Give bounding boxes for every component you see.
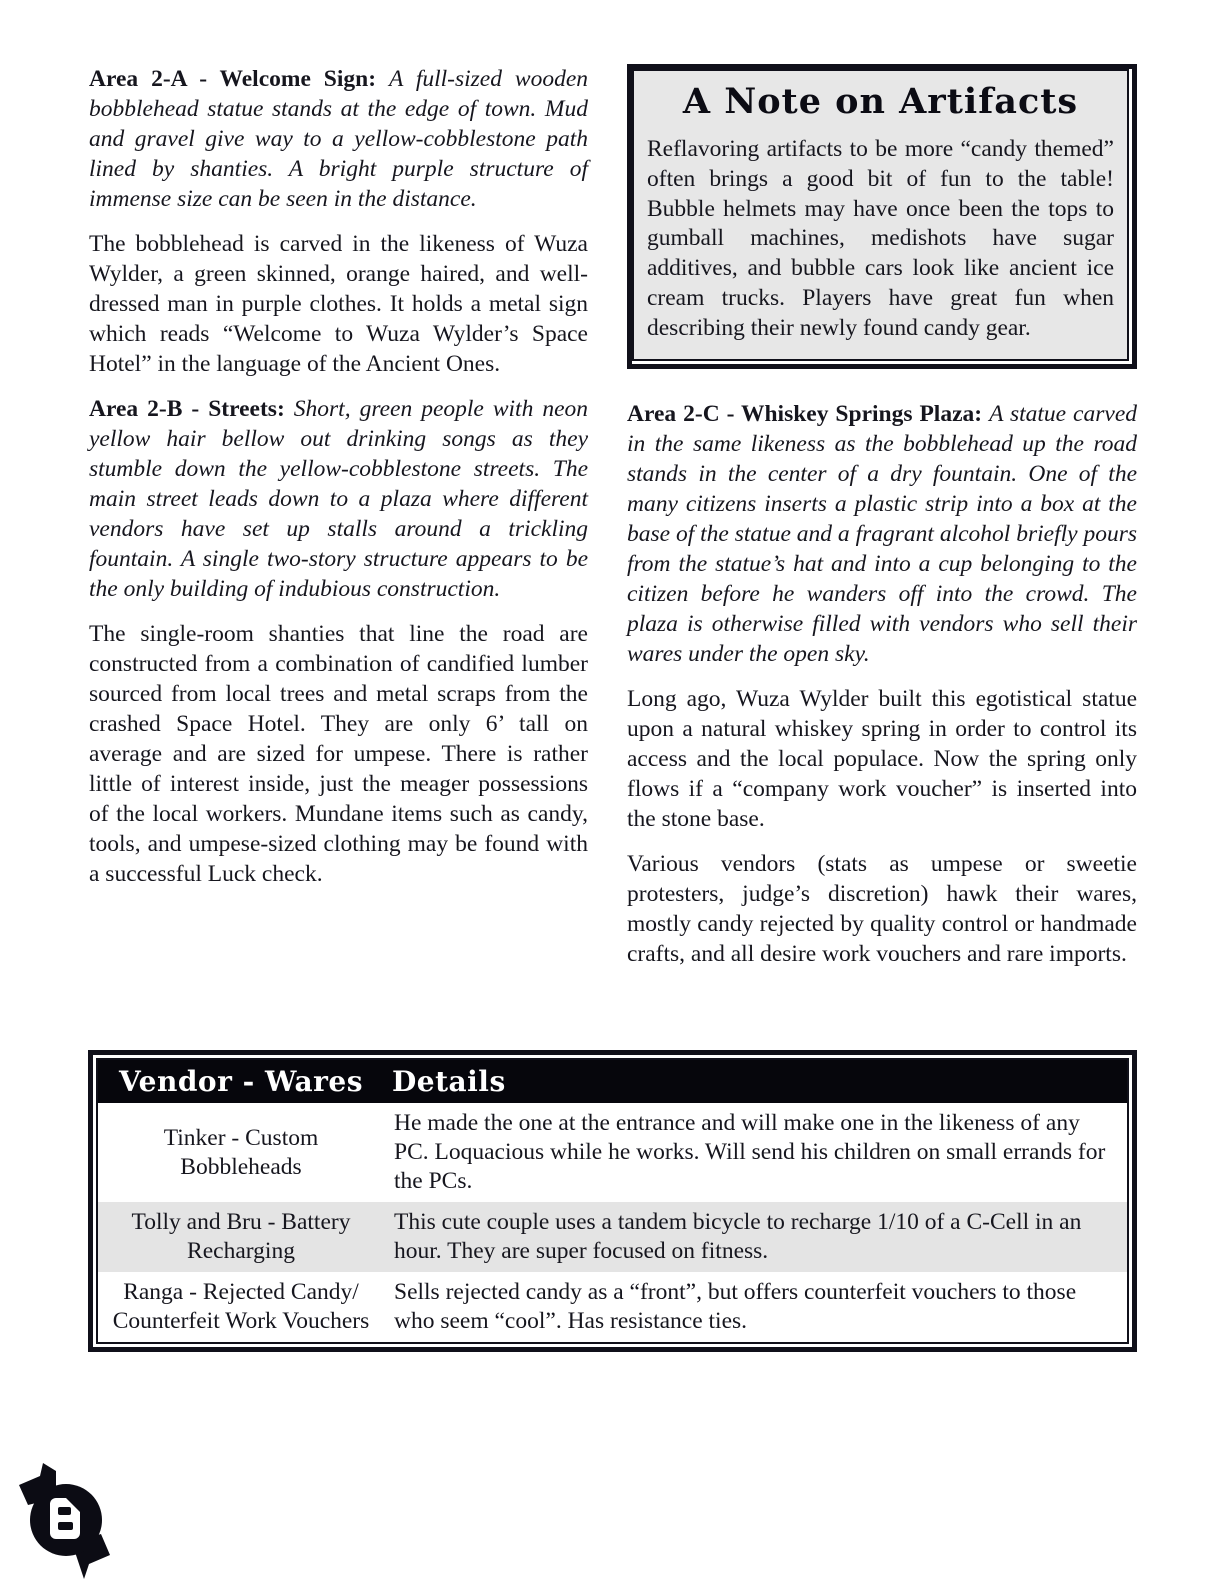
- area-2a-paragraph: [89, 64, 588, 214]
- header-row: [97, 1059, 1128, 1103]
- area-2a-heading: Area 2-A - Welcome Sign:: [89, 66, 377, 92]
- area-2b-paragraph: [89, 394, 588, 604]
- vendor-table: [96, 1058, 1129, 1344]
- right-column: [627, 64, 1137, 984]
- area-2c-read-aloud: A statue carved in the same likeness as the bobblehead up the road stands in the center of a dry fountain. One of the many citizens inserts a plastic strip into a box at the base of the statue and a fragrant alcohol briefly pours from the statue’s hat and into a cup belonging to the citizen before he wanders off into the crowd. The plaza is otherwise filled with vendors who sell their wares under the open sky.: [627, 400, 1137, 667]
- note-box: [627, 64, 1137, 369]
- area-2c-heading: Area 2-C - Whiskey Springs Plaza:: [627, 400, 983, 427]
- page-number-marker: [16, 1462, 113, 1580]
- details-cell: This cute couple uses a tandem bicycle to recharge 1/10 of a C-Cell in an hour. They are super focused on fitness.: [394, 1209, 1082, 1264]
- left-column: [89, 64, 588, 904]
- area-2c-paragraph: [627, 399, 1137, 669]
- vendor-cell: Ranga - Rejected Candy/ Counterfeit Work Vouchers: [112, 1279, 370, 1334]
- vendors-paragraph: Various vendors (stats as umpese or sweetie protesters, judge’s discretion) hawk their wares, mostly candy rejected by quality control or handmade crafts, and all desire work vouchers and rare imports.: [627, 850, 1137, 967]
- vendor-cell: Tolly and Bru - Battery Recharging: [131, 1209, 351, 1264]
- details-column-header: Details: [384, 1059, 1128, 1103]
- vendor-table-header: [97, 1059, 1128, 1103]
- table-row-tolly-bru: [97, 1202, 1128, 1272]
- shanties-paragraph: The single-room shanties that line the road are constructed from a combination of candified lumber sourced from local trees and metal scraps from the crashed Space Hotel. They are only 6’ tall on average and are sized for umpese. There is rather little of interest inside, just the meager possessions of the local workers. Mundane items such as candy, tools, and umpese-sized clothing may be found with a successful Luck check.: [89, 621, 588, 887]
- table-row-ranga: [97, 1272, 1128, 1343]
- note-box-body: Reflavoring artifacts to be more “candy themed” often brings a good bit of fun to the table! Bubble helmets may have once been the tops to gumball machines, medishots have sugar additives, and bubble cars look like ancient ice cream trucks. Players have great fun when describing their newly found candy gear.: [647, 136, 1114, 341]
- area-2b-read-aloud: Short, green people with neon yellow hair bellow out drinking songs as they stumble down the yellow-cobblestone streets. The main street leads down to a plaza where different vendors have set up stalls around a trickling fountain. A single two-story structure appears to be the only building of indubious construction.: [89, 396, 588, 602]
- vendor-cell: Tinker - Custom Bobbleheads: [163, 1124, 319, 1180]
- vendor-table-frame: [88, 1050, 1137, 1352]
- vendor-table-body: [97, 1103, 1128, 1343]
- table-row-tinker: [97, 1103, 1128, 1202]
- details-cell: He made the one at the entrance and will make one in the likeness of any PC. Loquacious while he works. Will send his children on small errands for the PCs.: [394, 1110, 1106, 1194]
- note-box-title: A Note on Artifacts: [682, 81, 1079, 122]
- note-box-inner: [632, 69, 1129, 361]
- candy-wrapper-icon: [16, 1462, 113, 1580]
- area-2b-heading: Area 2-B - Streets:: [89, 396, 285, 422]
- bobblehead-paragraph: The bobblehead is carved in the likeness of Wuza Wylder, a green skinned, orange haired, and well-dressed man in purple clothes. It holds a metal sign which reads “Welcome to Wuza Wylder’s Space Hotel” in the language of the Ancient Ones.: [89, 231, 588, 377]
- vendor-wares-column-header: Vendor - Wares: [97, 1059, 384, 1103]
- area-2a-read-aloud: A full-sized wooden bobblehead statue stands at the edge of town. Mud and gravel give way to a yellow-cobblestone path lined by shanties. A bright purple structure of immense size can be seen in the distance.: [89, 66, 589, 212]
- whiskey-spring-paragraph: Long ago, Wuza Wylder built this egotistical statue upon a natural whiskey spring in order to control its access and the local populace. Now the spring only flows if a “company work voucher” is inserted into the stone base.: [627, 685, 1137, 832]
- details-cell: Sells rejected candy as a “front”, but offers counterfeit vouchers to those who seem “cool”. Has resistance ties.: [394, 1279, 1077, 1334]
